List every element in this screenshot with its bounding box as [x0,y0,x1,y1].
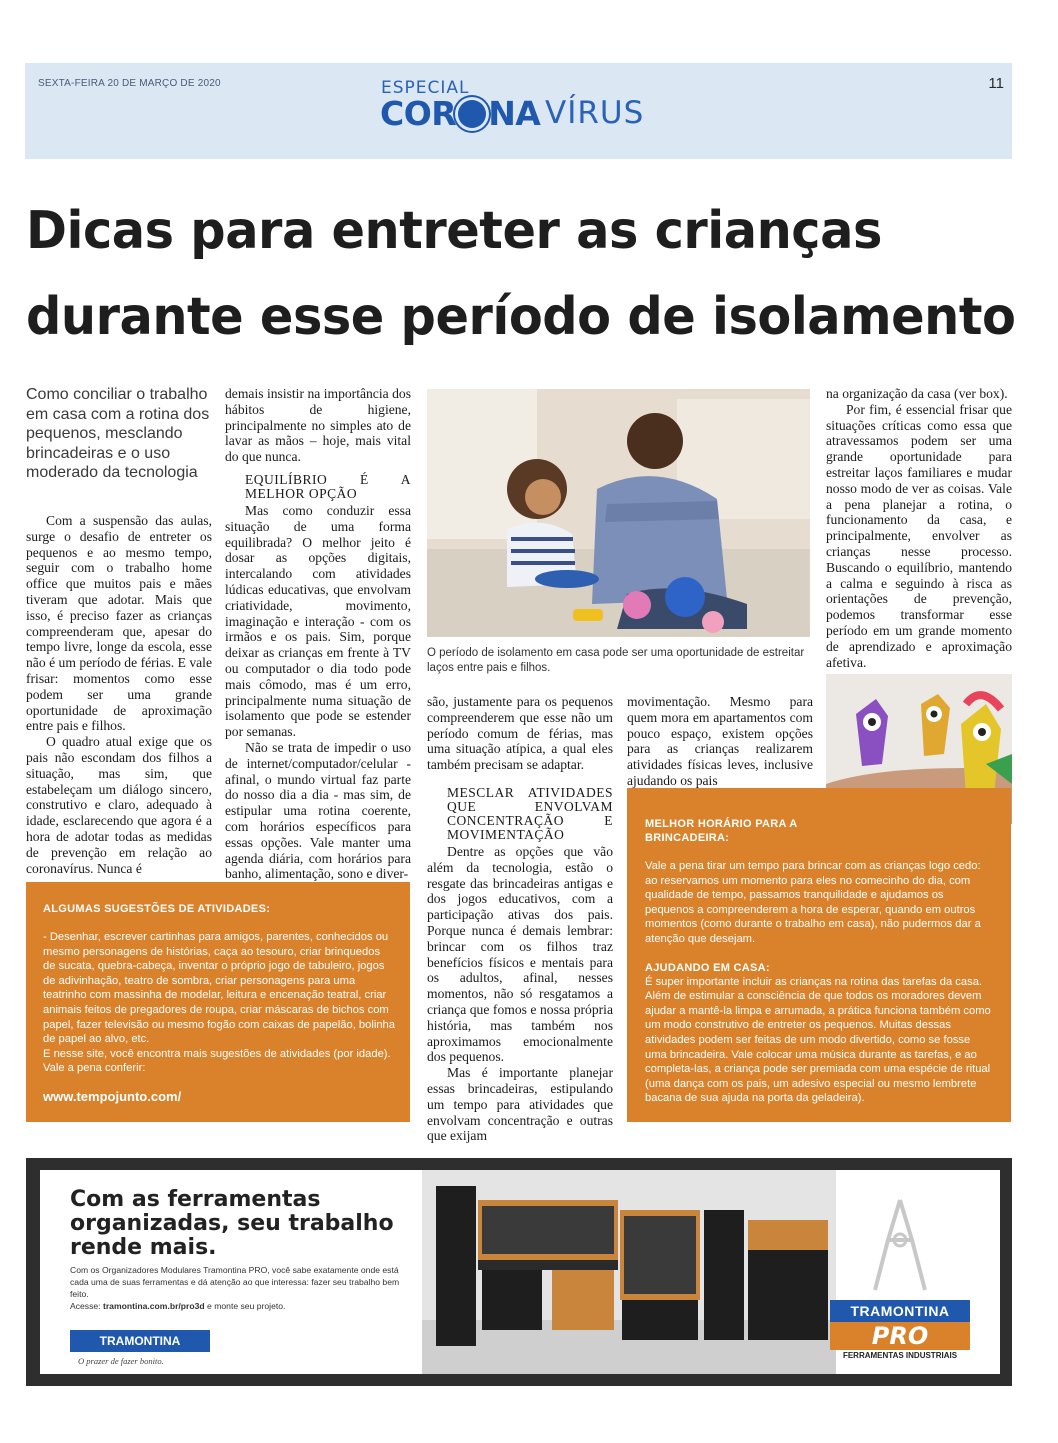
photo-caption: O período de isolamento em casa pode ser uma oportunidade de estreitar laços entre pais e filhos. [427,647,805,674]
paragraph: demais insistir na importância dos hábitos de higiene, principalmente no simples ato de lavar as mãos – hoje, mais vital do que nunca. [225,386,411,465]
brand-na: NA [488,94,541,133]
ad-access-prefix: Acesse: [70,1301,103,1311]
box-title-ajudando: AJUDANDO EM CASA: [645,961,770,974]
ad-slogan: O prazer de fazer bonito. [78,1356,164,1366]
page-header [25,63,1012,159]
tramontina-logo: TRAMONTINA [70,1330,210,1352]
activities-link[interactable]: www.tempojunto.com/ [43,1088,182,1104]
pro-logo-bottom: FERRAMENTAS INDUSTRIAIS [842,1351,958,1360]
paragraph: Com a suspensão das aulas, surge o desafio de entreter os pequenos e ao mesmo tempo, seguir com o trabalho home office que muitos pais e mães tiveram que adotar. Mais que isso, é preciso fazer as crianças compreenderam que, apesar do tempo livre, longe da escola, esse não é um período de férias. E vale frisar: momentos como esse podem ser uma grande oportunidade de aproximação entre pais e filhos. [26,513,212,734]
article-lead: Como conciliar o trabalho em casa com a rotina dos pequenos, mesclando brincadeiras e o uso moderado da tecnologia [26,386,210,481]
ad-body-text: Com os Organizadores Modulares Tramontina PRO, você sabe exatamente onde está cada uma de suas ferramentas e dá atenção ao que interessa: fazer seu trabalho bem feito. [70,1265,400,1299]
headline-line-1: Dicas para entreter as crianças [26,201,882,261]
column-3 [427,786,613,1144]
column-1 [26,513,212,876]
photo-father-daughter [427,389,810,637]
paragraph: Por fim, é essencial frisar que situações críticas como essa que atravessamos podem ser uma grande oportunidade para estreitar laços familiares e mudar nosso modo de ver as coisas. Vale a pena planejar a rotina, o funcionamento da casa, e principalmente, envolver as crianças nesse processo. Buscando o equilíbrio, mantendo a calma e seguindo à risca as orientações de prevenção, podemos transformar esse período em um grande momento de aprendizado e aproximação afetiva. [826,401,1012,670]
brand-virus: VÍRUS [545,95,645,131]
box-title-horario: MELHOR HORÁRIO PARA A BRINCADEIRA: [645,818,798,844]
brand-corona [380,94,540,133]
pro-logo-mid: PRO [830,1322,970,1350]
suggestions-box [26,882,410,1122]
paragraph: Mas como conduzir essa situação de uma forma equilibrada? O melhor jeito é dosar as opções digitais, intercalando com atividades lúdicas educativas, que envolvam criatividade, movimento, imaginação e interação - com os irmãos e os pais. Sim, porque deixar as crianças em frente à TV ou computador o dia todo pode mais cômodo, mas é um erro, principalmente numa situação de isolamento que pode se estender por semanas. [225,502,411,740]
column-5 [826,386,1012,670]
ad-link[interactable]: tramontina.com.br/pro3d [102,1301,205,1311]
paragraph: Dentre as opções que vão além da tecnologia, estão o resgate das brincadeiras antigas e dos jogos educativos, com a participação ativas dos pais. Porque nunca é demais lembrar: brincar com os filhos traz benefícios físicos e mentais para os adultos, afinal, nesses momentos, não só resgatamos a criança que fomos e nossa própria história, mas também nos aproximamos emocionalmente dos pequenos. [427,844,613,1065]
workshop-illustration [422,1170,836,1374]
box-paragraph: Vale a pena tirar um tempo para brincar com as crianças logo cedo: ao reservamos um momento para eles no comecinho do dia, com qualidade de tempo, passamos tranquilidade e ajudamos os pequenos a compreenderem a hora de esperar, quando em outros momentos (como durante o trabalho em casa), não pudermos dar a atenção que desejam. [645,860,981,945]
ad-title: Com as ferramentas organizadas, seu trabalho rende mais. [70,1187,394,1260]
ad-panel [40,1170,1000,1374]
paragraph: movimentação. Mesmo para quem mora em apartamentos com pouco espaço, existem opções para as crianças realizarem atividades físicas leves, inclusive ajudando os pais [627,694,813,788]
box-paragraph: É super importante incluir as crianças na rotina das tarefas da casa. Além de estimular a consciência de que todos os moradores devem ajudar a mantê-la limpa e arrumada, a prática funciona também como um modo construtivo de entreter os pequenos. Muitas dessas atividades podem ser feitas de um modo divertido, como se fosse uma brincadeira. Vale colocar uma música durante as tarefas, e ao completa-las, a criança pode ser premiada com uma espécie de ritual (uma dança com os pais, um adesivo especial ou mesmo lembrete bacana de sua ajuda na porta da geladeira). [645,975,991,1105]
page-number: 11 [988,75,1004,92]
column-3-top [427,694,613,773]
paragraph: na organização da casa (ver box). [826,386,1008,401]
brand-especial: ESPECIAL [381,78,470,98]
box-paragraph: E nesse site, você encontra mais sugestões de atividades (por idade). Vale a pena conferir: [43,1047,391,1075]
subheading-equilibrio: EQUILÍBRIO É A MELHOR OPÇÃO [245,471,411,501]
pro-logo-top: TRAMONTINA [830,1300,970,1322]
box-title: ALGUMAS SUGESTÕES DE ATIVIDADES: [43,903,271,915]
paragraph: são, justamente para os pequenos compreenderem que esse não um período comum de férias, mas uma situação atípica, a qual eles também precisam se adaptar. [427,694,613,773]
column-2 [225,386,411,882]
column-4 [627,694,813,789]
virus-icon [458,100,486,128]
pliers-icon [860,1190,940,1295]
paragraph: O quadro atual exige que os pais não escondam dos filhos a situação, mas sim, que estabeleçam um diálogo sincero, construtivo e claro, adequado à idade, esclarecendo que agora é a hora de adotar todas as medidas de prevenção em relação ao coronavírus. Nunca é [26,734,212,876]
photo-illustration [427,389,810,637]
tips-box [627,788,1011,1122]
issue-date: SEXTA-FEIRA 20 DE MARÇO DE 2020 [38,78,221,89]
brand-cor: COR [380,94,457,133]
paragraph: Não se trata de impedir o uso de internet/computador/celular - afinal, o mundo virtual faz parte do nosso dia a dia - mas sim, de estipular uma rotina coerente, com horários específicos para essas opções. Vale manter uma agenda diária, com horários para banho, alimentação, sono e diver- [225,739,411,882]
ad-workshop-photo [422,1170,836,1374]
tramontina-pro-logo [830,1300,970,1362]
ad-access-suffix: e monte seu projeto. [204,1301,286,1311]
ad-body [70,1264,410,1312]
box-paragraph: - Desenhar, escrever cartinhas para amigos, parentes, conhecidos ou mesmo personagens de histórias, caça ao tesouro, criar brinquedos de sucata, quebra-cabeça, inventar o próprio jogo de tabuleiro, jogos de adivinhação, teatro de sombra, criar personagens para uma teatrinho com massinha de modelar, leitura e encenação teatral, criar animais feitos de pregadores de roupa, criar máscaras de bichos com papel, fazer televisão ou mesmo fogão com caixas de papelão, bolinha de papel ao alvo, etc. [43,931,396,1046]
subheading-mesclar: MESCLAR ATIVIDADES QUE ENVOLVAM CONCENTRAÇÃO E MOVIMENTAÇÃO [447,785,613,842]
article-headline [26,188,1016,360]
headline-line-2: durante esse período de isolamento [26,287,1016,347]
paragraph: Mas é importante planejar essas brincadeiras, estipulando um tempo para atividades que envolvam concentração e outras que exijam [427,1065,613,1144]
tramontina-advertisement[interactable] [26,1158,1012,1386]
